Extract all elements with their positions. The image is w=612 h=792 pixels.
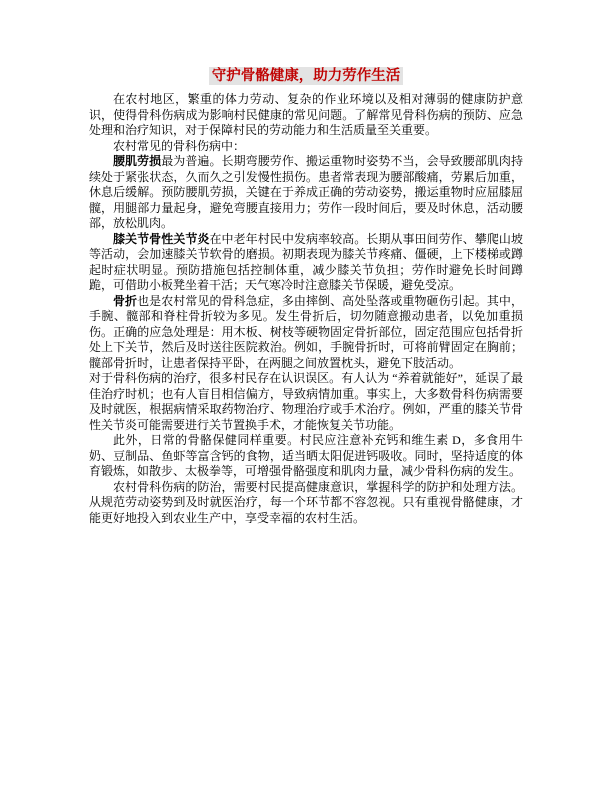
paragraph-text: 在农村地区，繁重的体力劳动、复杂的作业环境以及相对薄弱的健康防护意识，使得骨科伤病成为影响村民健康的常见问题。了解常见骨科伤病的预防、应急处理和治疗知识，对于保障村民的劳动能力和生活质量至关重要。 — [89, 92, 523, 137]
paragraph-conclusion — [89, 480, 523, 527]
paragraph-lead: 腰肌劳损 — [113, 154, 162, 168]
paragraph-lead: 膝关节骨性关节炎 — [113, 231, 210, 246]
paragraph-text: 也是农村常见的骨科急症，多由摔倒、高处坠落或重物砸伤引起。其中，手腕、髋部和脊柱骨折较为多见。发生骨折后，切勿随意搬动患者，以免加重损伤。正确的应急处理是：用木板、树枝等硬物固定骨折部位，固定范围应包括骨折处上下关节，然后及时送往医院救治。例如，手腕骨折时，可将前臂固定在胸前；髋部骨折时，让患者保持平卧，在两腿之间放置枕头，避免下肢活动。 — [89, 293, 523, 370]
paragraph-fracture — [89, 294, 523, 372]
paragraph-intro — [89, 92, 523, 139]
paragraph-text: 此外，日常的骨骼保健同样重要。村民应注意补充钙和维生素 D，多食用牛奶、豆制品、鱼虾等富含钙的食物，适当晒太阳促进钙吸收。同时，坚持适度的体育锻炼，如散步、太极拳等，可增强骨骼强度和肌肉力量，减少骨科伤病的发生。 — [89, 433, 523, 478]
paragraph-knee-osteoarthritis — [89, 232, 523, 294]
paragraph-text: 最为普遍。长期弯腰劳作、搬运重物时姿势不当，会导致腰部肌肉持续处于紧张状态，久而久之引发慢性损伤。患者常表现为腰部酸痛，劳累后加重，休息后缓解。预防腰肌劳损，关键在于养成正确的劳动姿势，搬运重物时应屈膝屈髋，用腿部力量起身，避免弯腰直接用力；劳作一段时间后，要及时休息，活动腰部，放松肌肉。 — [89, 154, 523, 230]
document-body — [89, 92, 523, 526]
document-title — [89, 66, 523, 86]
paragraph-text: 对于骨科伤病的治疗，很多村民存在认识误区。有人认为 “养着就能好”，延误了最佳治疗时机；也有人盲目相信偏方，导致病情加重。事实上，大多数骨科伤病需要及时就医，根据病情采取药物治疗、物理治疗或手术治疗。例如，严重的膝关节骨性关节炎可能需要进行关节置换手术，才能恢复关节功能。 — [89, 371, 523, 432]
paragraph-daily-care — [89, 433, 523, 480]
paragraph-text: 农村常见的骨科伤病中： — [113, 138, 246, 153]
paragraph-lumbar-strain — [89, 154, 523, 232]
paragraph-treatment-misconceptions — [89, 371, 523, 433]
paragraph-list-intro — [89, 139, 523, 155]
paragraph-text: 农村骨科伤病的防治，需要村民提高健康意识，掌握科学的防护和处理方法。从规范劳动姿势到及时就医治疗，每一个环节都不容忽视。只有重视骨骼健康，才能更好地投入到农业生产中，享受幸福的农村生活。 — [89, 479, 523, 525]
paragraph-text: 在中老年村民中发病率较高。长期从事田间劳作、攀爬山坡等活动，会加速膝关节软骨的磨损。初期表现为膝关节疼痛、僵硬，上下楼梯或蹲起时症状明显。预防措施包括控制体重，减少膝关节负担；劳作时避免长时间蹲跪，可借助小板凳坐着干活；天气寒冷时注意膝关节保暖，避免受凉。 — [89, 231, 523, 292]
document-title-text: 守护骨骼健康，助力劳作生活 — [209, 67, 404, 85]
paragraph-lead: 骨折 — [113, 293, 138, 308]
